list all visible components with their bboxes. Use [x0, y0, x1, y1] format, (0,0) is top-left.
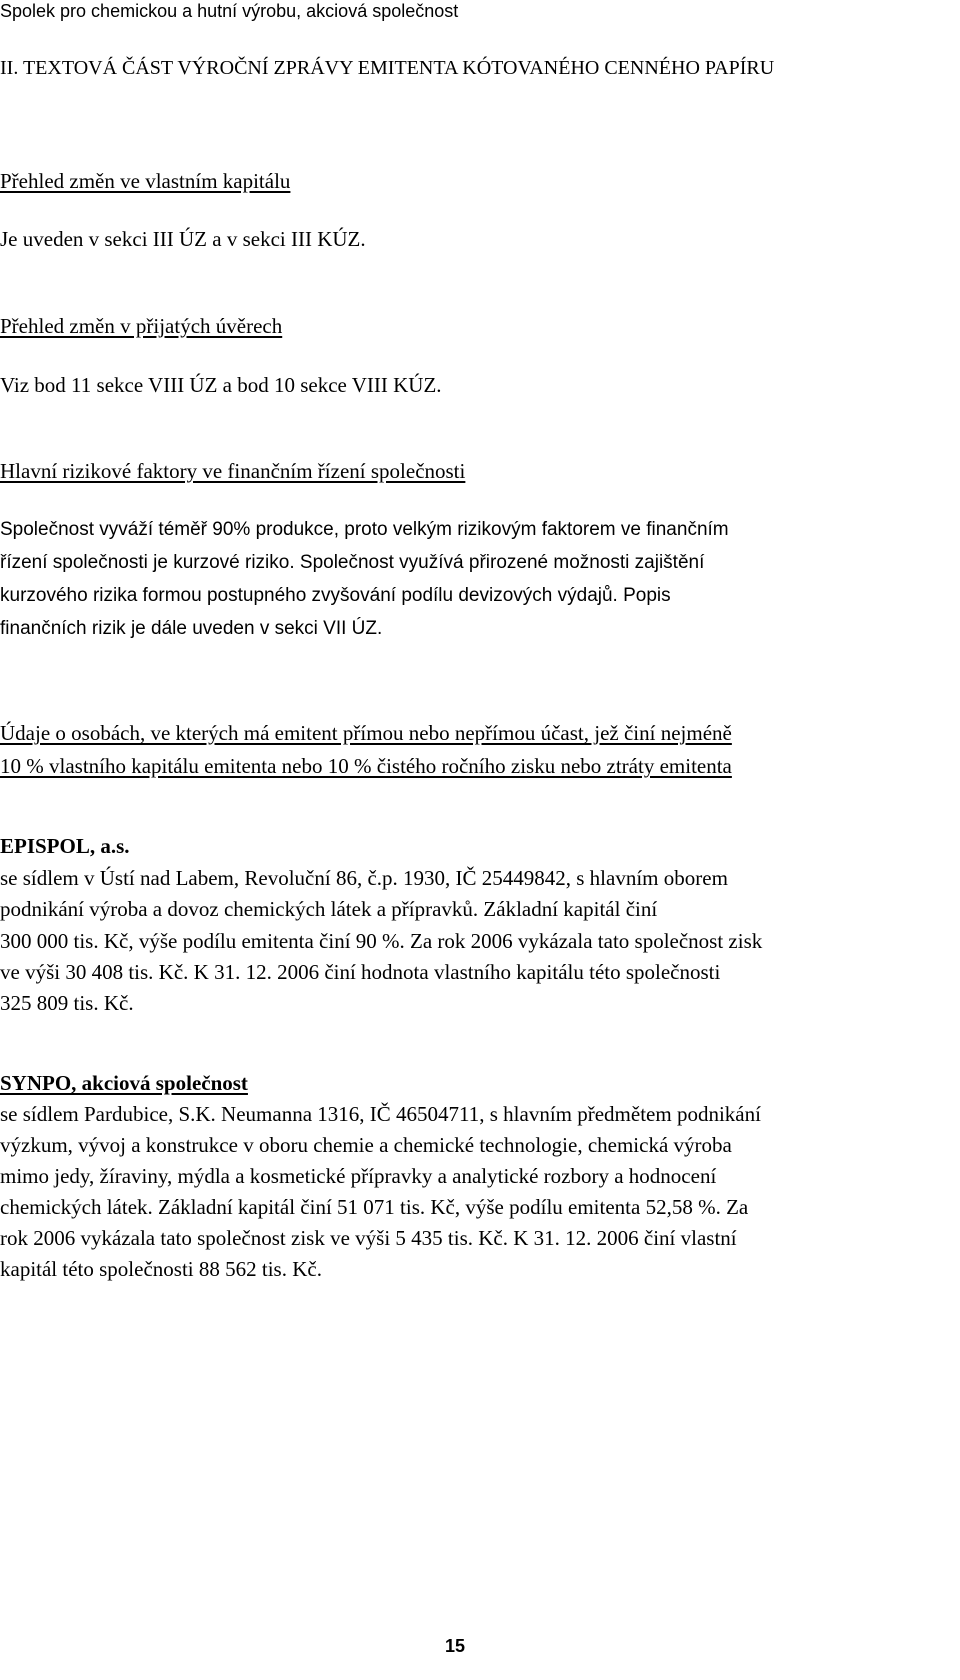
- company-line: výzkum, vývoj a konstrukce v oboru chemie a chemické technologie, chemická výroba: [0, 1133, 732, 1157]
- page-number: 15: [444, 1636, 466, 1656]
- company-line: 325 809 tis. Kč.: [0, 991, 134, 1015]
- holdings-heading-line: Údaje o osobách, ve kterých má emitent přímou nebo nepřímou účast, jež činí nejméně: [0, 721, 732, 745]
- company-line: kapitál této společnosti 88 562 tis. Kč.: [0, 1257, 322, 1281]
- company-line: 300 000 tis. Kč, výše podílu emitenta činí 90 %. Za rok 2006 vykázala tato společnost zisk: [0, 929, 763, 953]
- company-line: chemických látek. Základní kapitál činí 51 071 tis. Kč, výše podílu emitenta 52,58 %. Za: [0, 1195, 749, 1219]
- company-line: se sídlem Pardubice, S.K. Neumanna 1316, IČ 46504711, s hlavním předmětem podnikání: [0, 1102, 761, 1126]
- company-line: rok 2006 vykázala tato společnost zisk ve výši 5 435 tis. Kč. K 31. 12. 2006 činí vlastní: [0, 1226, 737, 1250]
- running-header: Spolek pro chemickou a hutní výrobu, akciová společnost: [0, 1, 459, 21]
- company-line: podnikání výroba a dovoz chemických látek a přípravků. Základní kapitál činí: [0, 897, 658, 921]
- company-name-epispol: EPISPOL, a.s.: [0, 834, 130, 858]
- holdings-heading-line: 10 % vlastního kapitálu emitenta nebo 10 % čistého ročního zisku nebo ztráty emitenta: [0, 754, 732, 778]
- company-line: mimo jedy, žíraviny, mýdla a kosmetické přípravky a analytické rozbory a hodnocení: [0, 1164, 717, 1188]
- company-line: ve výši 30 408 tis. Kč. K 31. 12. 2006 činí hodnota vlastního kapitálu této společnosti: [0, 960, 721, 984]
- risk-factors-line: Společnost vyváží téměř 90% produkce, proto velkým rizikovým faktorem ve finančním: [0, 519, 729, 540]
- company-line: se sídlem v Ústí nad Labem, Revoluční 86, č.p. 1930, IČ 25449842, s hlavním oborem: [0, 866, 728, 890]
- risk-factors-line: kurzového rizika formou postupného zvyšování podílu devizových výdajů. Popis: [0, 585, 671, 606]
- equity-changes-text: Je uveden v sekci III ÚZ a v sekci III KÚZ.: [0, 227, 366, 251]
- company-name-synpo: SYNPO, akciová společnost: [0, 1071, 248, 1095]
- risk-factors-line: řízení společnosti je kurzové riziko. Společnost využívá přirozené možnosti zajištění: [0, 552, 705, 573]
- section-title: II. TEXTOVÁ ČÁST VÝROČNÍ ZPRÁVY EMITENTA KÓTOVANÉHO CENNÉHO PAPÍRU: [0, 57, 775, 79]
- loans-changes-heading: Přehled změn v přijatých úvěrech: [0, 314, 283, 338]
- equity-changes-heading: Přehled změn ve vlastním kapitálu: [0, 169, 291, 193]
- risk-factors-line: finančních rizik je dále uveden v sekci VII ÚZ.: [0, 618, 383, 639]
- risk-factors-heading: Hlavní rizikové faktory ve finančním řízení společnosti: [0, 459, 466, 483]
- loans-changes-text: Viz bod 11 sekce VIII ÚZ a bod 10 sekce VIII KÚZ.: [0, 373, 442, 397]
